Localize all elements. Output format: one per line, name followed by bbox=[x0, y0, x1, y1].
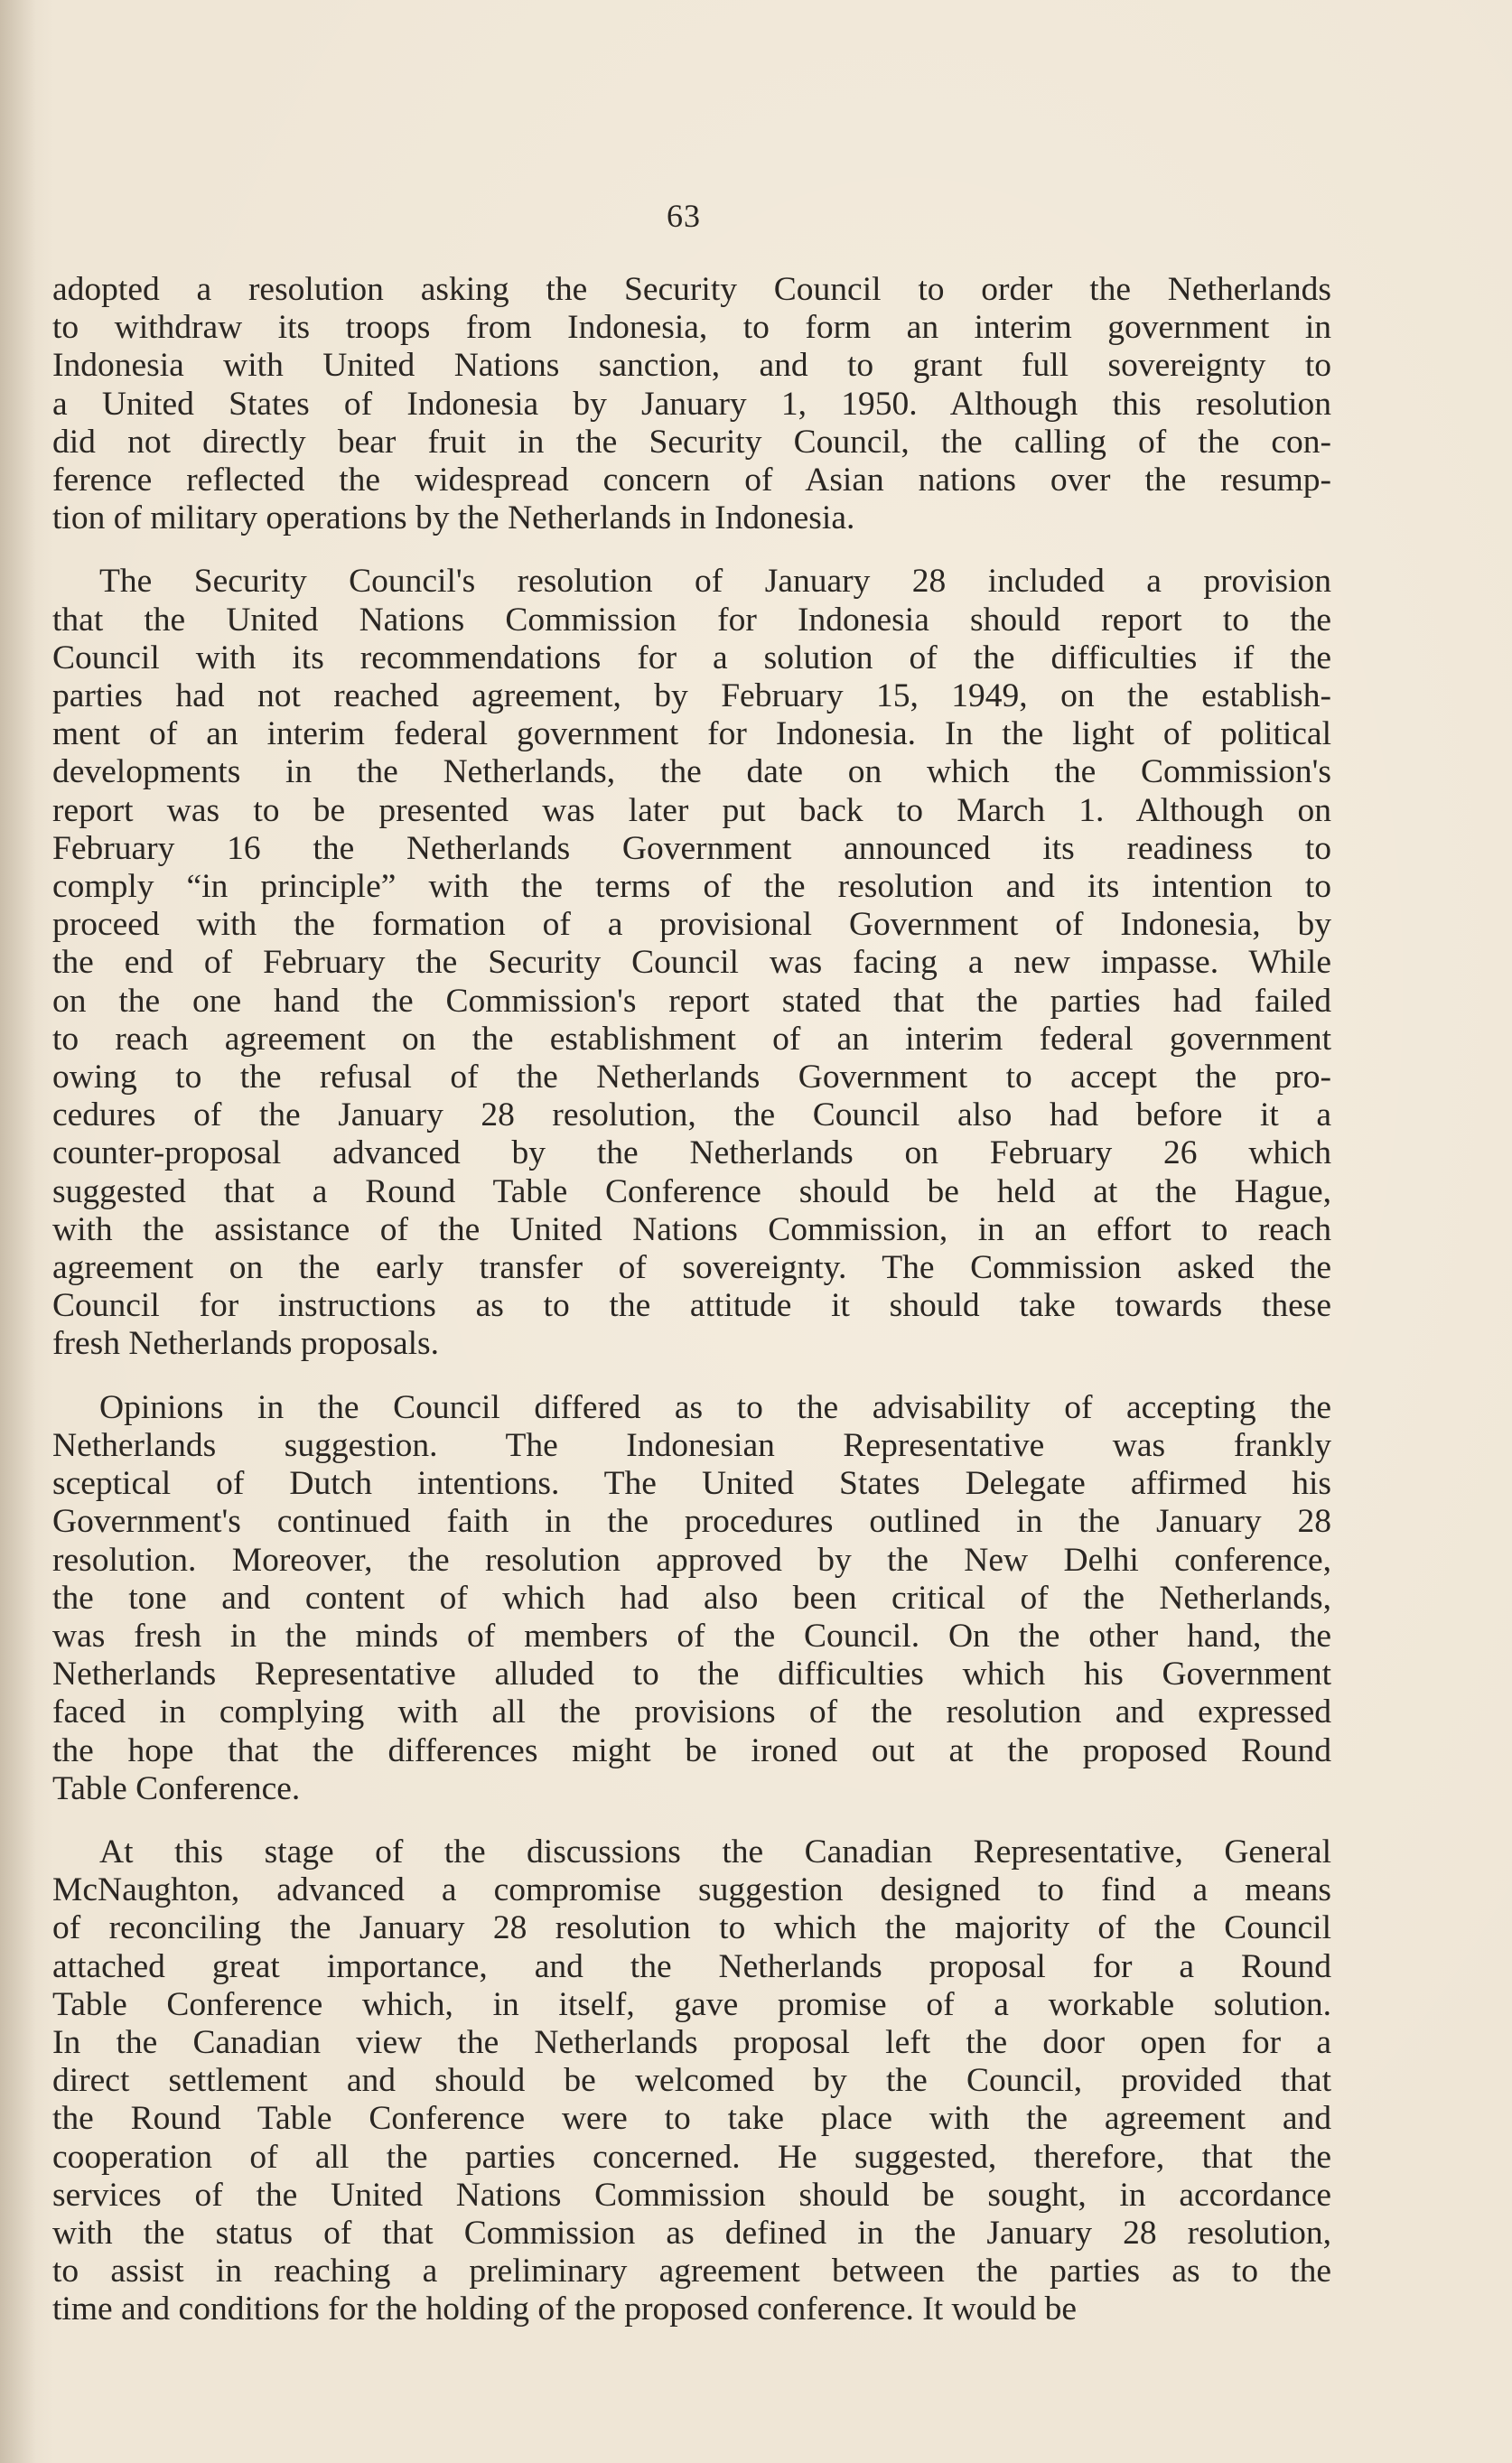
text-line: parties had not reached agreement, by February 15, 1949, on the establish- bbox=[52, 677, 1331, 715]
text-line: cooperation of all the parties concerned. He suggested, therefore, that the bbox=[52, 2138, 1331, 2176]
paragraph bbox=[52, 1389, 1331, 1808]
text-line: the Round Table Conference were to take place with the agreement and bbox=[52, 2100, 1331, 2138]
text-line: the tone and content of which had also been critical of the Netherlands, bbox=[52, 1579, 1331, 1617]
text-line: cedures of the January 28 resolution, the Council also had before it a bbox=[52, 1096, 1331, 1134]
text-line: to reach agreement on the establishment of an interim federal government bbox=[52, 1020, 1331, 1058]
binding-shadow bbox=[0, 0, 36, 2463]
text-line: Netherlands suggestion. The Indonesian Representative was frankly bbox=[52, 1426, 1331, 1464]
text-line: was fresh in the minds of members of the Council. On the other hand, the bbox=[52, 1617, 1331, 1655]
text-line: fresh Netherlands proposals. bbox=[52, 1325, 440, 1363]
text-line: did not directly bear fruit in the Security Council, the calling of the con- bbox=[52, 423, 1331, 461]
page-number: 63 bbox=[667, 198, 701, 234]
text-line: faced in complying with all the provisions of the resolution and expressed bbox=[52, 1693, 1331, 1731]
text-line: owing to the refusal of the Netherlands Government to accept the pro- bbox=[52, 1059, 1331, 1096]
text-line: Table Conference which, in itself, gave promise of a workable solution. bbox=[52, 1985, 1331, 2023]
text-line: At this stage of the discussions the Canadian Representative, General bbox=[99, 1833, 1331, 1871]
text-line: tion of military operations by the Netherlands in Indonesia. bbox=[52, 499, 855, 537]
text-line: Table Conference. bbox=[52, 1769, 301, 1807]
text-line: Council for instructions as to the attitude it should take towards these bbox=[52, 1287, 1331, 1325]
text-line: In the Canadian view the Netherlands proposal left the door open for a bbox=[52, 2023, 1331, 2061]
text-line: The Security Council's resolution of January 28 included a provision bbox=[99, 563, 1331, 601]
text-line: McNaughton, advanced a compromise suggestion designed to find a means bbox=[52, 1871, 1331, 1909]
text-line: with the assistance of the United Nations Commission, in an effort to reach bbox=[52, 1210, 1331, 1248]
text-line: with the status of that Commission as defined in the January 28 resolution, bbox=[52, 2214, 1331, 2252]
text-line: proceed with the formation of a provisional Government of Indonesia, by bbox=[52, 906, 1331, 944]
text-line: resolution. Moreover, the resolution approved by the New Delhi conference, bbox=[52, 1541, 1331, 1579]
text-line: Netherlands Representative alluded to the difficulties which his Government bbox=[52, 1656, 1331, 1693]
text-line: counter-proposal advanced by the Netherlands on February 26 which bbox=[52, 1134, 1331, 1172]
text-line: that the United Nations Commission for Indonesia should report to the bbox=[52, 601, 1331, 639]
text-line: Opinions in the Council differed as to the advisability of accepting the bbox=[99, 1388, 1331, 1426]
text-line: of reconciling the January 28 resolution to which the majority of the Council bbox=[52, 1909, 1331, 1947]
text-line: suggested that a Round Table Conference should be held at the Hague, bbox=[52, 1172, 1331, 1210]
text-line: direct settlement and should be welcomed by the Council, provided that bbox=[52, 2062, 1331, 2100]
paragraph bbox=[52, 563, 1331, 1363]
text-line: Council with its recommendations for a solution of the difficulties if the bbox=[52, 639, 1331, 676]
text-line: comply “in principle” with the terms of the resolution and its intention to bbox=[52, 868, 1331, 906]
text-line: a United States of Indonesia by January 1, 1950. Although this resolution bbox=[52, 385, 1331, 423]
text-line: ference reflected the widespread concern of Asian nations over the resump- bbox=[52, 462, 1331, 499]
text-line: ment of an interim federal government for Indonesia. In the light of political bbox=[52, 715, 1331, 753]
text-line: on the one hand the Commission's report stated that the parties had failed bbox=[52, 982, 1331, 1020]
text-line: Government's continued faith in the procedures outlined in the January 28 bbox=[52, 1503, 1331, 1541]
text-line: attached great importance, and the Netherlands proposal for a Round bbox=[52, 1947, 1331, 1985]
paragraph bbox=[52, 271, 1331, 537]
body-text bbox=[52, 271, 1331, 2355]
text-line: developments in the Netherlands, the date on which the Commission's bbox=[52, 753, 1331, 791]
text-line: agreement on the early transfer of sovereignty. The Commission asked the bbox=[52, 1249, 1331, 1287]
paragraph bbox=[52, 1833, 1331, 2329]
text-line: time and conditions for the holding of the proposed conference. It would be bbox=[52, 2290, 1078, 2328]
text-line: the hope that the differences might be ironed out at the proposed Round bbox=[52, 1731, 1331, 1769]
text-line: sceptical of Dutch intentions. The United States Delegate affirmed his bbox=[52, 1465, 1331, 1503]
text-line: to withdraw its troops from Indonesia, to form an interim government in bbox=[52, 309, 1331, 347]
text-line: to assist in reaching a preliminary agreement between the parties as to the bbox=[52, 2253, 1331, 2290]
text-line: the end of February the Security Council was facing a new impasse. While bbox=[52, 944, 1331, 982]
text-line: services of the United Nations Commission should be sought, in accordance bbox=[52, 2176, 1331, 2214]
text-line: report was to be presented was later put back to March 1. Although on bbox=[52, 791, 1331, 829]
text-line: adopted a resolution asking the Security Council to order the Netherlands bbox=[52, 271, 1331, 308]
text-line: Indonesia with United Nations sanction, and to grant full sovereignty to bbox=[52, 347, 1331, 385]
text-line: February 16 the Netherlands Government announced its readiness to bbox=[52, 829, 1331, 867]
